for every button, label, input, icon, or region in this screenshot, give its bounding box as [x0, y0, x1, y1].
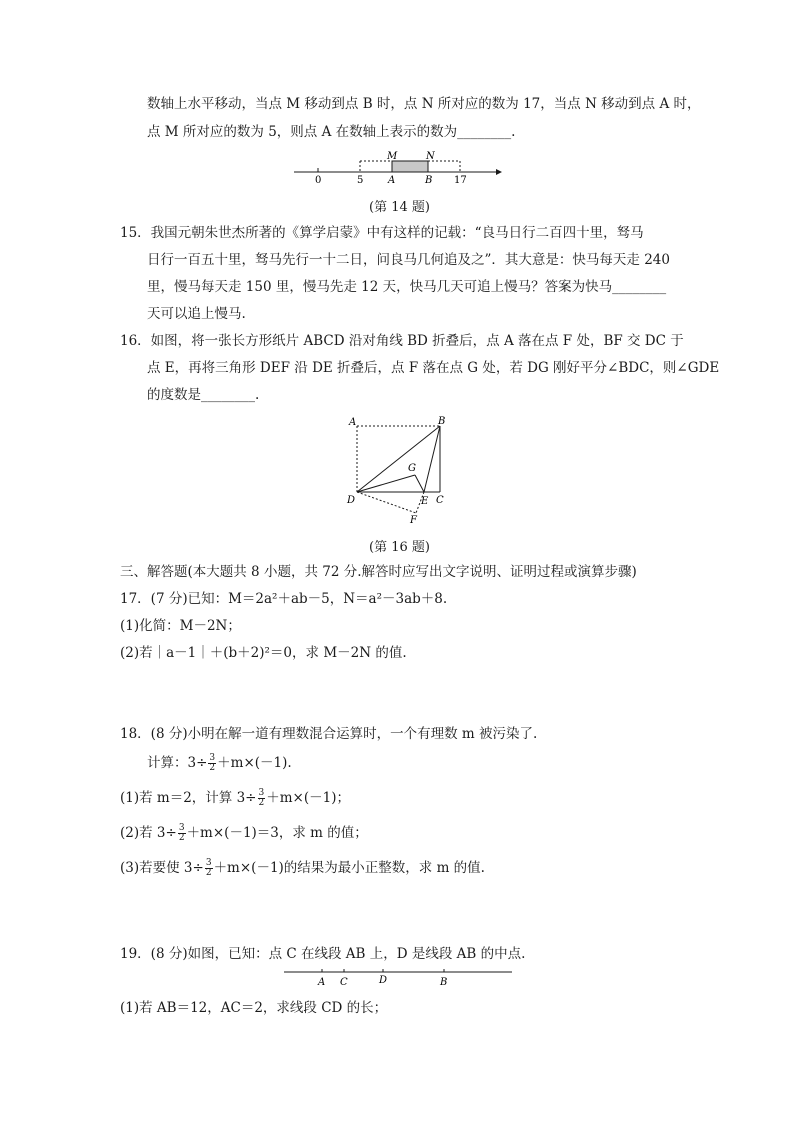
q18-part2	[120, 823, 368, 843]
q15-line3: 里，慢马每天走 150 里，慢马先走 12 天，快马几天可追上慢马？答案为快马________	[147, 279, 667, 295]
point-label-N: N	[426, 151, 435, 162]
q18-part3	[120, 858, 485, 878]
vertex-D: D	[347, 495, 356, 506]
segment-point-A: A	[318, 977, 326, 988]
segment-point-B: B	[440, 977, 448, 988]
q14-number-line-figure	[290, 150, 505, 186]
tick-label-5: 5	[357, 175, 364, 186]
q17-line1: 17．(7 分)已知：M＝2a²＋ab－5，N＝a²－3ab＋8.	[120, 591, 448, 607]
tick-label-17: 17	[454, 175, 467, 186]
q14-line2: 点 M 所对应的数为 5，则点 A 在数轴上表示的数为________.	[147, 124, 516, 140]
q18-part2-prefix: (2)若 3÷	[120, 825, 177, 841]
vertex-E: E	[421, 496, 429, 507]
q19-part1: (1)若 AB＝12，AC＝2，求线段 CD 的长；	[120, 1000, 388, 1016]
q15-line1: 15．我国元朝朱世杰所著的《算学启蒙》中有这样的记载：“良马日行二百四十里，驽马	[120, 225, 644, 241]
q19-segment-figure	[282, 966, 514, 990]
vertex-C: C	[436, 495, 444, 506]
q17-part2: (2)若｜a－1｜＋(b＋2)²＝0，求 M－2N 的值.	[120, 645, 407, 661]
q16-line2: 点 E，再将三角形 DEF 沿 DE 折叠后，点 F 落在点 G 处，若 DG 刚好平分∠BDC，则∠GDE	[147, 360, 720, 376]
fraction-3-over-2: $\frac{3}{2}$	[205, 858, 212, 878]
q16-line3: 的度数是________.	[147, 387, 260, 403]
q18-part3-prefix: (3)若要使 3÷	[120, 860, 204, 876]
q18-part1-suffix: ＋m×(－1)；	[266, 790, 350, 806]
q18-part3-suffix: ＋m×(－1)的结果为最小正整数，求 m 的值.	[213, 860, 485, 876]
tick-label-A: A	[388, 175, 396, 186]
q18-calc-suffix: ＋m×(－1).	[217, 755, 292, 771]
q16-caption: (第 16 题)	[369, 540, 430, 555]
q16-line1: 16．如图，将一张长方形纸片 ABCD 沿对角线 BD 折叠后，点 A 落在点 F 处，BF 交 DC 于	[120, 333, 684, 349]
section-heading: 三、解答题(本大题共 8 小题，共 72 分.解答时应写出文字说明、证明过程或演算步骤)	[120, 564, 637, 580]
vertex-A: A	[349, 417, 357, 428]
q18-part1	[120, 788, 350, 808]
q18-calc-prefix: 计算：3÷	[147, 755, 208, 771]
q14-caption: (第 14 题)	[369, 200, 430, 215]
segment-point-C: C	[340, 977, 348, 988]
q14-line1: 数轴上水平移动，当点 M 移动到点 B 时，点 N 所对应的数为 17，当点 N 移动到点 A 时，	[147, 96, 701, 112]
q15-line2: 日行一百五十里，驽马先行一十二日，问良马几何追及之”．其大意是：快马每天走 240	[147, 252, 670, 268]
vertex-G: G	[408, 463, 416, 474]
vertex-F: F	[410, 515, 417, 526]
segment-point-D: D	[379, 975, 388, 986]
fraction-3-over-2: $\frac{3}{2}$	[178, 823, 185, 843]
tick-label-B: B	[425, 175, 433, 186]
fraction-3-over-2: $\frac{3}{2}$	[258, 788, 265, 808]
q19-line1: 19．(8 分)如图，已知：点 C 在线段 AB 上，D 是线段 AB 的中点.	[120, 946, 526, 962]
fraction-3-over-2: $\frac{3}{2}$	[209, 753, 216, 773]
q17-part1: (1)化简：M－2N；	[120, 618, 241, 634]
vertex-B: B	[438, 416, 446, 427]
q16-folding-figure	[340, 412, 455, 530]
tick-label-0: 0	[315, 175, 322, 186]
q15-line4: 天可以追上慢马.	[147, 306, 246, 322]
point-label-M: M	[387, 151, 398, 162]
q18-part1-prefix: (1)若 m＝2，计算 3÷	[120, 790, 257, 806]
q18-calc	[147, 753, 292, 773]
q18-part2-suffix: ＋m×(－1)＝3，求 m 的值；	[186, 825, 368, 841]
q18-line1: 18．(8 分)小明在解一道有理数混合运算时，一个有理数 m 被污染了.	[120, 726, 538, 742]
